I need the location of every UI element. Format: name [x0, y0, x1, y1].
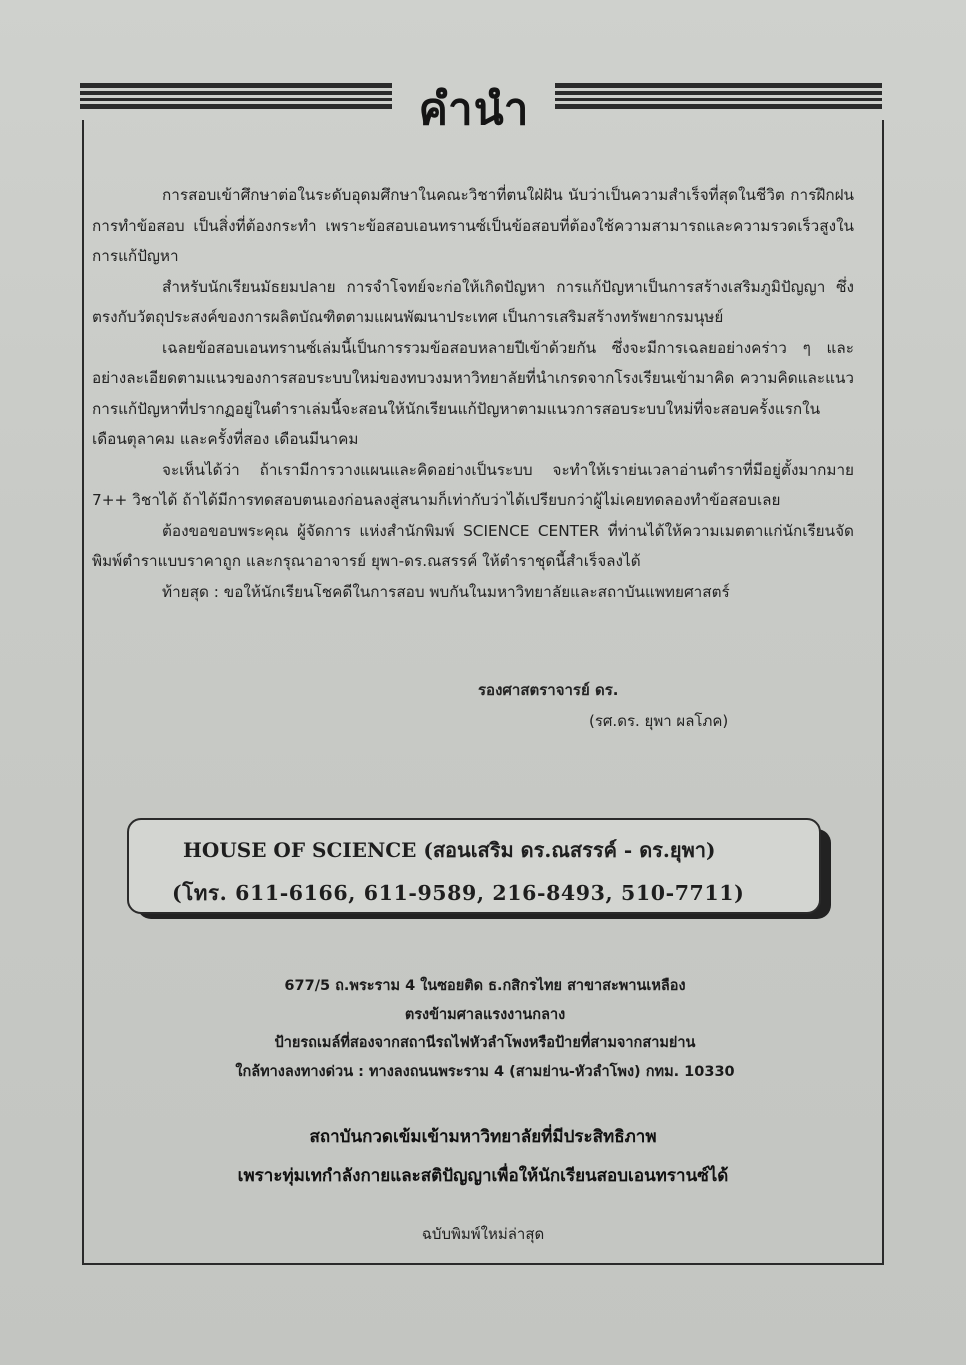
preface-body [92, 180, 854, 607]
slogan-line: เพราะทุ่มเทกำลังกายและสติปัญญาเพื่อให้นักเรียนสอบเอนทรานซ์ได้ [237, 1166, 729, 1186]
edition-note: ฉบับพิมพ์ใหม่ล่าสุด [421, 1225, 545, 1243]
address-line: 677/5 ถ.พระราม 4 ในซอยติด ธ.กสิกรไทย สาขาสะพานเหลือง [284, 978, 686, 994]
address-line: ใกล้ทางลงทางด่วน : ทางลงถนนพระราม 4 (สามย่าน-หัวลำโพง) กทม. 10330 [235, 1063, 735, 1080]
paragraph: ต้องขอขอบพระคุณ ผู้จัดการ แห่งสำนักพิมพ์ SCIENCE CENTER ที่ท่านได้ให้ความเมตตาแก่นักเรียนจัดพิมพ์ตำราแบบราคาถูก และกรุณาอาจารย์ ยุพา-ดร.ณสรรค์ ให้ตำราชุดนี้สำเร็จลงได้ [92, 521, 854, 570]
house-box-phone: (โทร. 611-6166, 611-9589, 216-8493, 510-7711) [172, 881, 745, 905]
address-line: ตรงข้ามศาลแรงงานกลาง [404, 1006, 566, 1023]
paragraph: สำหรับนักเรียนมัธยมปลาย การจำโจทย์จะก่อให้เกิดปัญหา การแก้ปัญหาเป็นการสร้างเสริมภูมิปัญญา ซึ่งตรงกับวัตถุประสงค์ของการผลิตบัณฑิตตามแผนพัฒนาประเทศ เป็นการเสริมสร้างทรัพยากรมนุษย์ [92, 277, 854, 326]
paragraph: ท้ายสุด : ขอให้นักเรียนโชคดีในการสอบ พบกันในมหาวิทยาลัยและสถาบันแพทยศาสตร์ [162, 582, 730, 601]
address-line: ป้ายรถเมล์ที่สองจากสถานีรถไฟหัวลำโพงหรือป้ายที่สามจากสามย่าน [274, 1035, 696, 1051]
address-block [130, 972, 840, 1086]
paragraph: การสอบเข้าศึกษาต่อในระดับอุดมศึกษาในคณะวิชาที่ตนใฝ่ฝัน นับว่าเป็นความสำเร็จที่สุดในชีวิต การฝึกฝนการทำข้อสอบ เป็นสิ่งที่ต้องกระทำ เพราะข้อสอบเอนทรานซ์เป็นข้อสอบที่ต้องใช้ความสามารถและความรวดเร็วสูงในการแก้ปัญหา [92, 186, 854, 265]
title-stripes-left [80, 83, 392, 121]
title-stripes-right [555, 83, 882, 121]
paragraph: จะเห็นได้ว่า ถ้าเรามีการวางแผนและคิดอย่างเป็นระบบ จะทำให้เราย่นเวลาอ่านตำราที่มีอยู่ตั้งมากมาย 7++ วิชาได้ ถ้าได้มีการทดสอบตนเองก่อนลงสู่สนามก็เท่ากับว่าได้เปรียบกว่าผู้ไม่เคยทดลองทำข้อสอบเลย [92, 460, 854, 509]
slogan-line: สถาบันกวดเข้มเข้ามหาวิทยาลัยที่มีประสิทธิภาพ [309, 1127, 657, 1147]
signature-name: (รศ.ดร. ยุพา ผลโภค) [589, 712, 729, 730]
paragraph: เฉลยข้อสอบเอนทรานซ์เล่มนี้เป็นการรวมข้อสอบหลายปีเข้าด้วยกัน ซึ่งจะมีการเฉลยอย่างคร่าว ๆ และอย่างละเอียดตามแนวของการสอบระบบใหม่ของทบวงมหาวิทยาลัยที่นำเกรดจากโรงเรียนเข้ามาคิด ความคิดและแนวการแก้ปัญหาที่ปรากฏอยู่ในตำราเล่มนี้จะสอนให้นักเรียนแก้ปัญหาตามแนวการสอบระบบใหม่ที่จะสอบครั้งแรกในเดือนตุลาคม และครั้งที่สอง เดือนมีนาคม [92, 338, 854, 448]
house-box-title: HOUSE OF SCIENCE (สอนเสริม ดร.ณสรรค์ - ดร.ยุพา) [183, 838, 716, 862]
slogan-block [130, 1118, 836, 1196]
signature-title: รองศาสตราจารย์ ดร. [478, 681, 619, 699]
page-title: คำนำ [418, 84, 530, 135]
